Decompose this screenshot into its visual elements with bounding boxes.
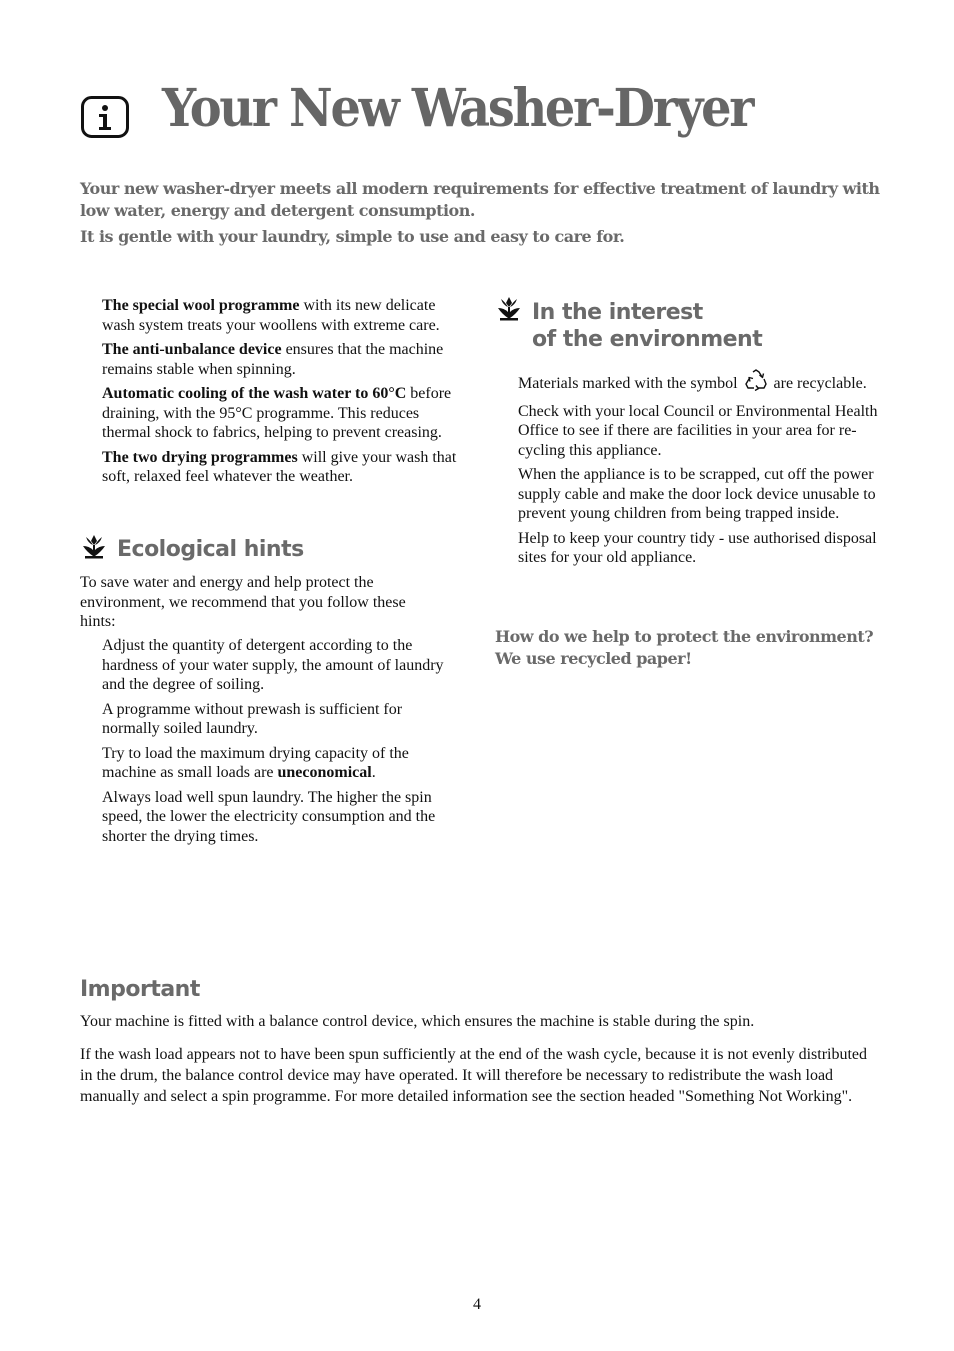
ecological-hints-title: Ecological hints <box>117 537 304 562</box>
hint-text: Try to load the maximum drying capacity of the machine as small loads are <box>102 744 409 781</box>
important-paragraph: Your machine is fitted with a balance control device, which ensures the machine is stable during the spin. <box>80 1013 755 1030</box>
ecological-intro-text: To save water and energy and help protect the environment, we recommend that you follow these hints: <box>80 574 406 630</box>
flower-icon <box>80 532 108 565</box>
environment-title-line-1: In the interest <box>532 300 703 325</box>
intro-line-1: Your new washer-dryer meets all modern requirements for effective treatment of laundry with low water, energy and detergent consumption. <box>80 179 880 220</box>
feature-text: before draining, with the 95°C programme. This reduces thermal shock to fabrics, helping to prevent creasing. <box>102 385 452 441</box>
feature-item <box>102 384 462 443</box>
ecological-hints-heading <box>80 532 460 566</box>
feature-label: The special wool programme <box>102 297 300 314</box>
feature-text: with its new delicate wash system treats your woollens with extreme care. <box>102 297 440 334</box>
features-list <box>102 296 462 492</box>
environment-item: When the appliance is to be scrapped, cut off the power supply cable and make the door lock device unusable to prevent young children from being trapped inside. <box>518 466 876 522</box>
feature-label: The two drying programmes <box>102 448 298 466</box>
feature-item <box>102 296 462 335</box>
important-text <box>80 1011 880 1119</box>
ecological-intro <box>80 573 440 637</box>
feature-label: Automatic cooling of the wash water to 60°C <box>102 385 407 402</box>
intro-block <box>80 178 880 252</box>
environment-answer: We use recycled paper! <box>495 649 692 668</box>
environment-heading <box>495 294 885 358</box>
feature-text: ensures that the machine remains stable when spinning. <box>102 341 444 378</box>
page-number: 4 <box>473 1296 481 1313</box>
hint-item <box>102 744 462 783</box>
hint-emphasis: uneconomical <box>277 764 372 781</box>
environment-text-end: are recyclable. <box>769 375 867 392</box>
info-icon <box>80 95 130 139</box>
feature-item <box>102 448 462 487</box>
feature-text: will give your wash that soft, relaxed feel whatever the weather. <box>102 448 457 485</box>
environment-question: How do we help to protect the environment? <box>495 627 874 646</box>
environment-question-block <box>495 626 895 670</box>
environment-item: Check with your local Council or Environmental Health Office to see if there are facilities in your area for re-cycling this appliance. <box>518 402 878 459</box>
feature-label: The anti-unbalance device <box>102 341 282 358</box>
important-heading: Important <box>80 977 200 1002</box>
intro-line-2: It is gentle with your laundry, simple to use and easy to care for. <box>80 227 625 246</box>
environment-text: Materials marked with the symbol <box>518 375 742 392</box>
hint-item: A programme without prewash is sufficient for normally soiled laundry. <box>102 700 403 737</box>
flower-icon <box>495 294 523 327</box>
hint-item: Adjust the quantity of detergent according to the hardness of your water supply, the amount of laundry and the degree of soiling. <box>102 637 444 693</box>
important-paragraph: If the wash load appears not to have been spun sufficiently at the end of the wash cycle, because it is not evenly distributed in the drum, the balance control device may have operated. It will therefore be necessary to redistribute the wash load manually and select a spin programme. For more detailed information see the section headed "Something Not Working". <box>80 1046 868 1105</box>
hint-text-end: . <box>371 764 376 781</box>
environment-item: Help to keep your country tidy - use authorised disposal sites for your old appliance. <box>518 529 877 566</box>
environment-item <box>518 369 880 397</box>
ecological-hints-list <box>102 636 462 851</box>
environment-list <box>518 369 880 573</box>
feature-item <box>102 340 462 379</box>
hint-item: Always load well spun laundry. The higher the spin speed, the lower the electricity consumption and the shorter the drying times. <box>102 788 436 845</box>
page-title: Your New Washer-Dryer <box>162 78 753 139</box>
environment-title-line-2: of the environment <box>532 327 763 352</box>
recycle-icon <box>744 369 768 397</box>
